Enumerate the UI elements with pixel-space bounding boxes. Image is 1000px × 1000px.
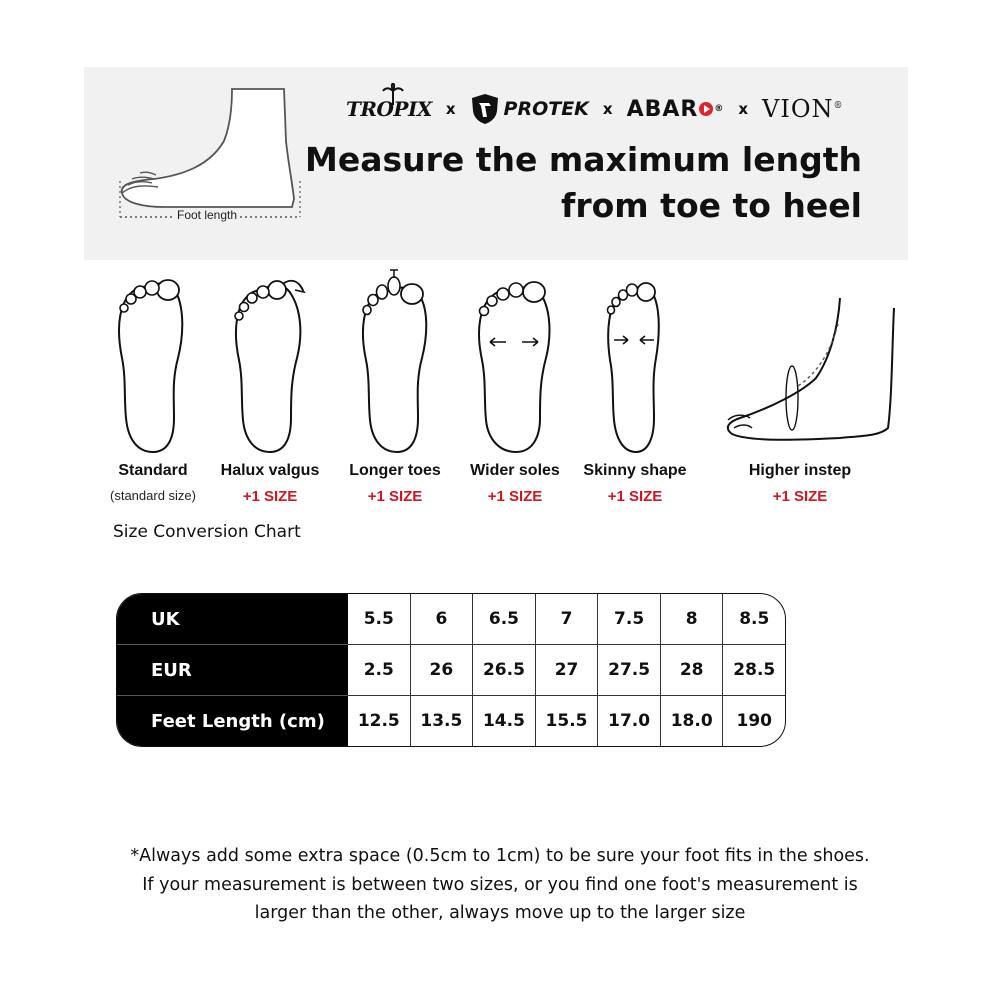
table-cell-length: 13.5 — [411, 695, 473, 746]
foot-skinny-shape-icon — [590, 268, 680, 458]
row-header-eur: EUR — [117, 644, 348, 695]
vion-logo: VION® — [762, 95, 844, 123]
table-column — [535, 594, 598, 746]
foot-type-name: Standard — [118, 462, 188, 479]
table-column — [597, 594, 660, 746]
table-cell-length: 17.0 — [598, 695, 660, 746]
palm-tree-icon — [382, 83, 404, 105]
foot-type-name: Higher instep — [748, 462, 852, 479]
table-cell-uk: 6.5 — [488, 609, 519, 629]
foot-type-name: Skinny shape — [583, 462, 687, 479]
foot-wider-soles-icon — [470, 268, 560, 458]
foot-type-note: +1 SIZE — [242, 488, 298, 505]
size-chart-title: Size Conversion Chart — [113, 522, 301, 542]
foot-type-note: +1 SIZE — [607, 488, 663, 505]
table-cell-uk: 7.5 — [614, 609, 645, 629]
table-cell-eur: 28.5 — [723, 644, 785, 695]
table-column — [722, 594, 785, 746]
foot-type-skinny-shape — [570, 268, 700, 505]
foot-type-note: (standard size) — [110, 488, 196, 503]
foot-halux-valgus-icon — [225, 268, 315, 458]
foot-types — [100, 268, 900, 518]
table-cell-eur: 26 — [411, 644, 473, 695]
brand-separator: x — [738, 100, 749, 118]
brand-separator: x — [602, 100, 613, 118]
row-header-uk: UK — [151, 608, 180, 630]
table-cell-length: 190 — [723, 695, 785, 746]
headline-line-2: from toe to heel — [561, 186, 862, 225]
table-cell-uk: 8.5 — [739, 609, 770, 629]
table-column — [660, 594, 723, 746]
foot-type-name: Halux valgus — [220, 462, 320, 479]
foot-type-name: Wider soles — [470, 462, 560, 479]
size-conversion-table — [116, 593, 786, 747]
abaro-play-icon — [699, 102, 713, 116]
abaro-logo: ABAR ® — [626, 96, 725, 122]
foot-type-note: +1 SIZE — [772, 488, 828, 505]
foot-type-longer-toes — [330, 268, 460, 505]
protek-shield-icon — [470, 93, 500, 125]
protek-logo: PROTEK — [470, 93, 589, 125]
table-cell-length: 15.5 — [536, 695, 598, 746]
table-row-headers — [117, 594, 348, 746]
note-line-2: If your measurement is between two sizes, or you find one foot's measurement is — [142, 874, 858, 895]
headline — [305, 137, 862, 229]
foot-type-halux-valgus — [205, 268, 335, 505]
foot-type-wider-soles — [450, 268, 580, 505]
foot-type-note: +1 SIZE — [487, 488, 543, 505]
foot-length-label: Foot length — [174, 208, 240, 222]
table-cell-length: 18.0 — [661, 695, 723, 746]
foot-type-note: +1 SIZE — [367, 488, 423, 505]
table-cell-eur: 28 — [661, 644, 723, 695]
headline-line-1: Measure the maximum length — [305, 140, 862, 179]
note-line-3: larger than the other, always move up to the larger size — [254, 903, 746, 923]
foot-longer-toes-icon — [350, 268, 440, 458]
table-cell-uk: 5.5 — [363, 609, 394, 629]
foot-standard-icon — [108, 268, 198, 458]
sizing-note — [60, 842, 940, 928]
row-header-feet-length: Feet Length (cm) — [117, 695, 348, 746]
table-body — [348, 594, 785, 746]
table-cell-eur: 26.5 — [473, 644, 535, 695]
table-cell-uk: 8 — [685, 609, 698, 629]
measure-banner — [84, 67, 908, 260]
note-line-1: *Always add some extra space (0.5cm to 1cm) to be sure your foot fits in the shoes. — [130, 846, 870, 866]
tropix-logo: TROPIX — [346, 97, 432, 121]
table-cell-length: 14.5 — [473, 695, 535, 746]
table-cell-length: 12.5 — [348, 695, 410, 746]
brand-logos — [346, 89, 886, 129]
table-column — [410, 594, 473, 746]
table-cell-uk: 7 — [560, 609, 573, 629]
foot-type-name: Longer toes — [349, 462, 441, 479]
foot-type-standard — [88, 268, 218, 503]
table-cell-eur: 27.5 — [598, 644, 660, 695]
table-column — [348, 594, 410, 746]
foot-type-higher-instep — [720, 268, 880, 505]
foot-higher-instep-icon — [720, 268, 900, 458]
table-cell-eur: 27 — [536, 644, 598, 695]
brand-separator: x — [445, 100, 456, 118]
table-cell-eur: 2.5 — [348, 644, 410, 695]
foot-side-view-icon — [114, 81, 304, 221]
table-column — [472, 594, 535, 746]
table-cell-uk: 6 — [435, 609, 448, 629]
